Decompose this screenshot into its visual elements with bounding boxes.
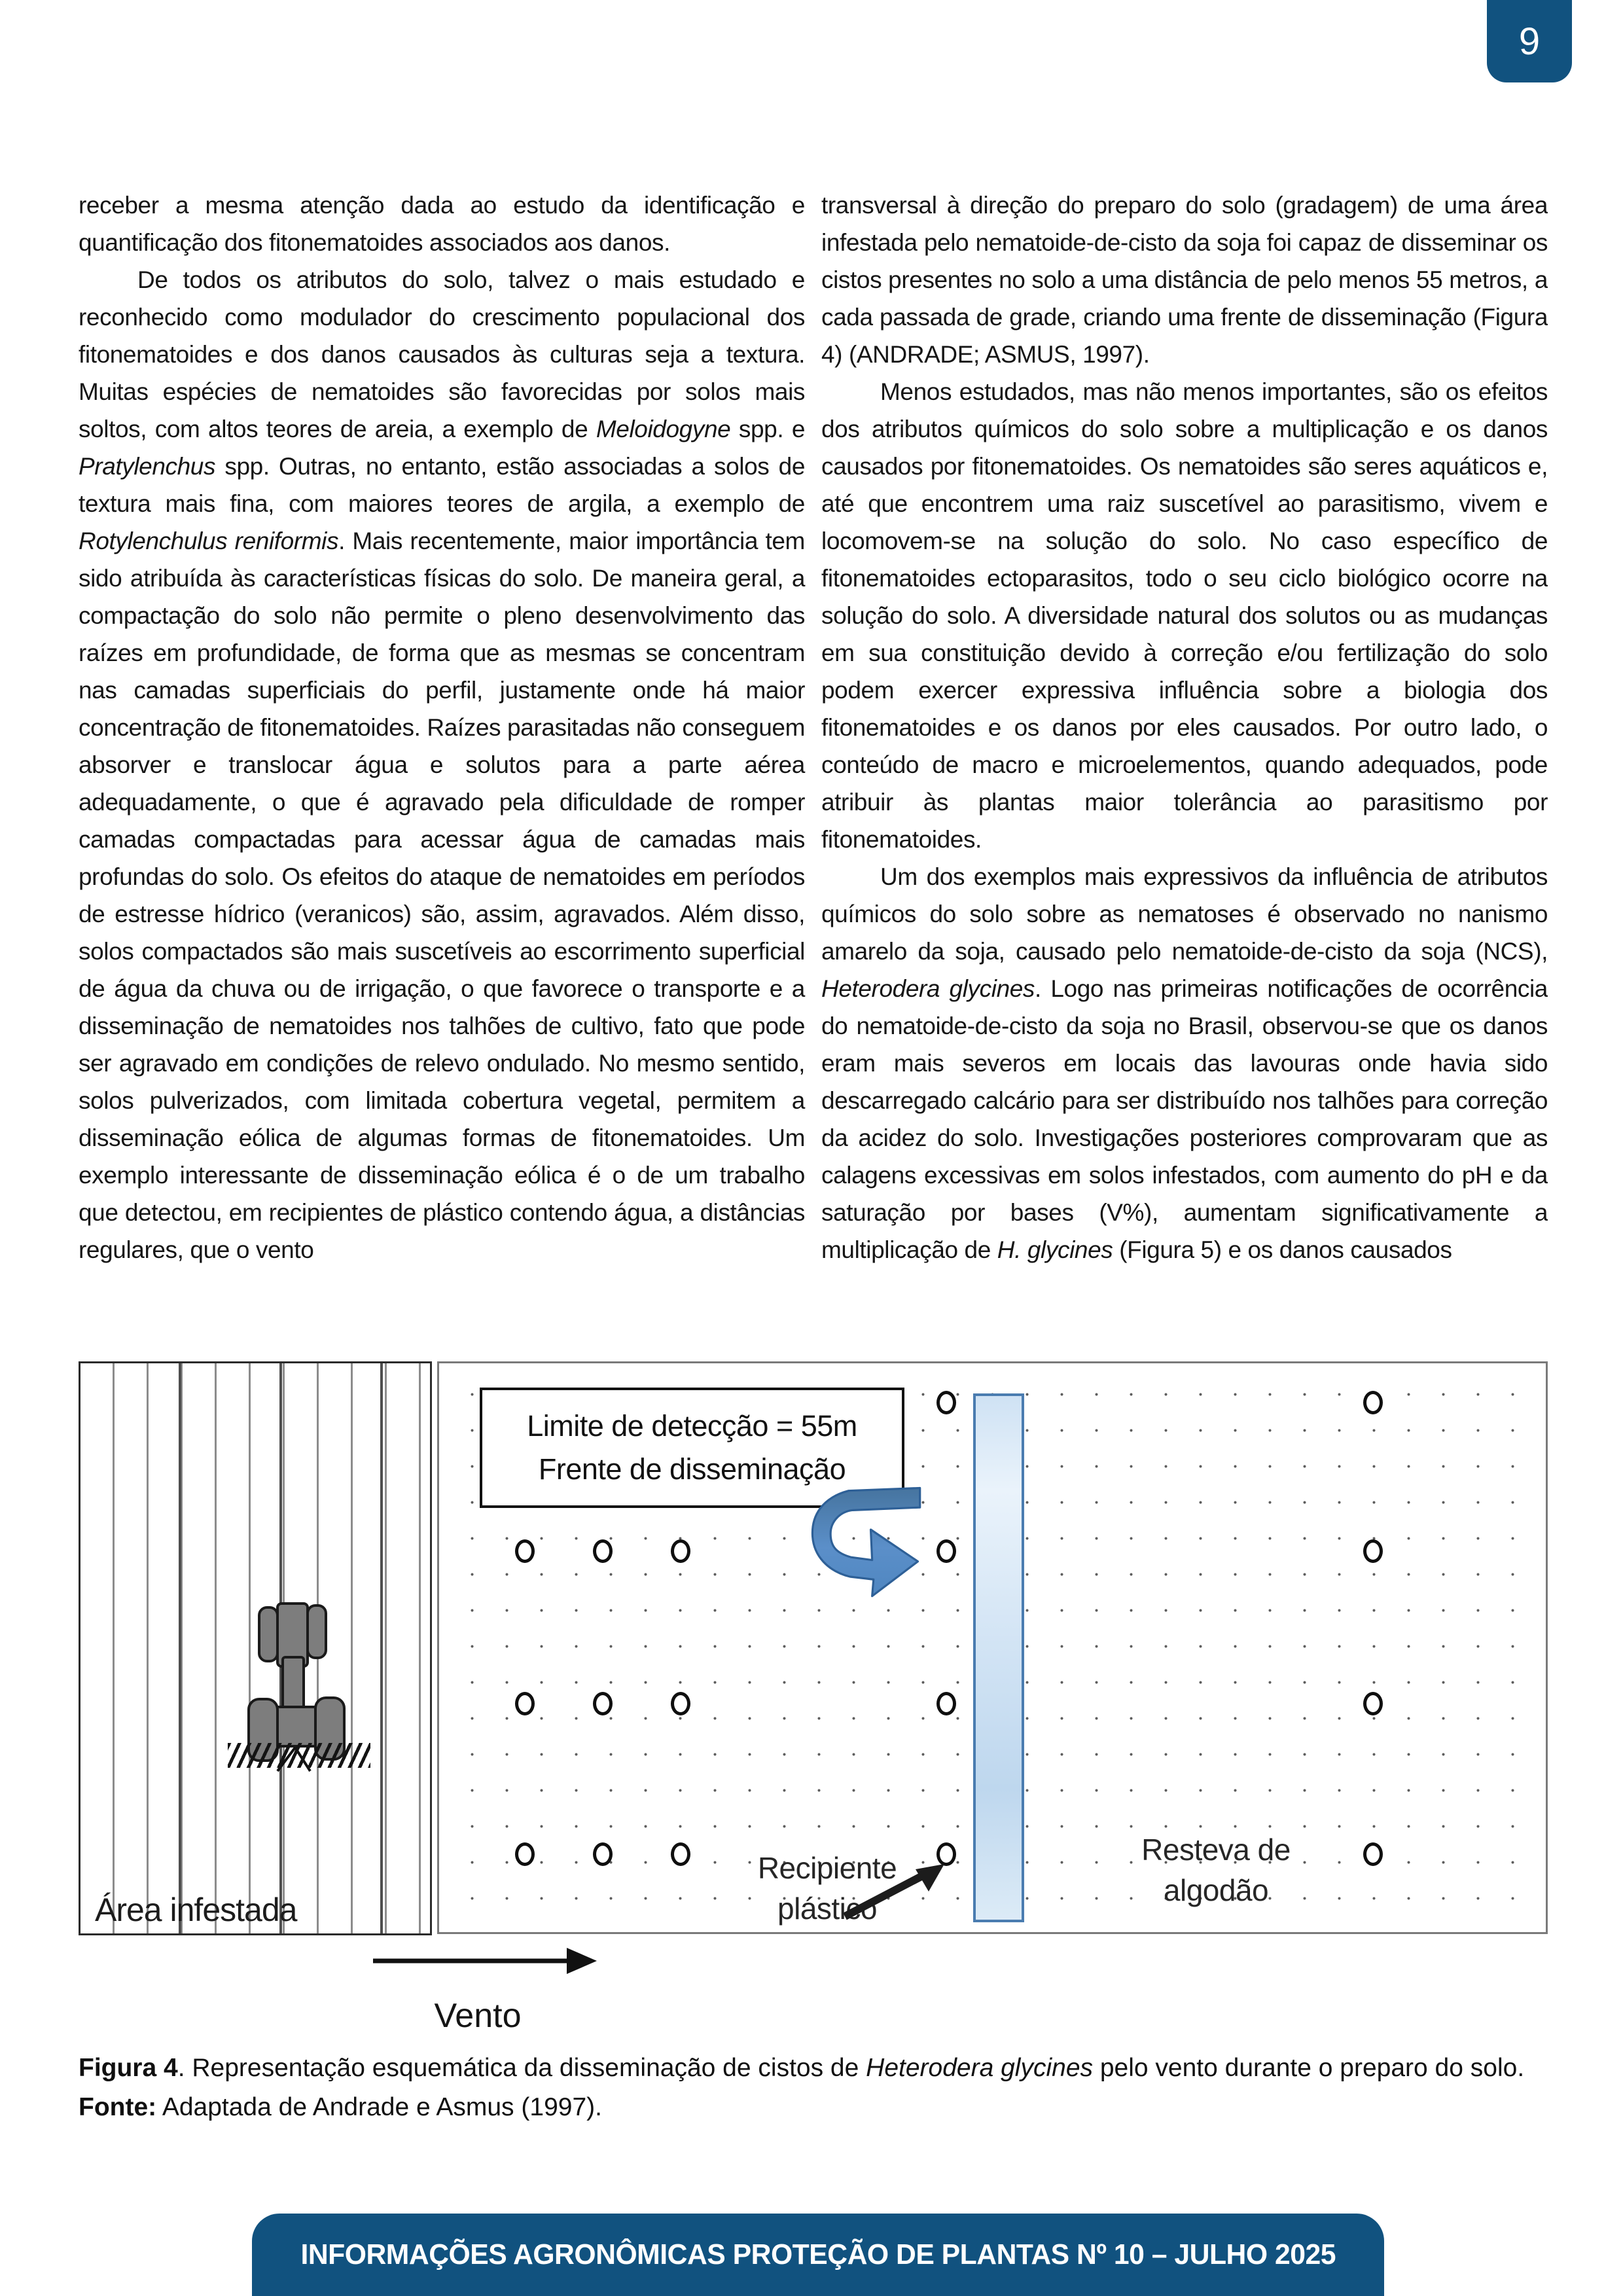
caption-line2 [79, 2088, 1548, 2127]
text-run: transversal à direção do preparo do solo (gradagem) de uma área infestada pelo nematoide-de-cisto da soja foi capaz de disseminar os cistos presentes no solo a uma distância de pelo menos 55 metros, a cada passada de grade, criando uma frente de disseminação (Figura 4) (ANDRADE; ASMUS, 1997). [821, 192, 1548, 368]
text-run: . Logo nas primeiras notificações de ocorrência do nematoide-de-cisto da soja no Brasil, observou-se que os danos eram mais severos em locais das lavouras onde havia sido descarregado calcário para ser distribuído nos talhões para correção da acidez do solo. Investigações posteriores comprovaram que as calagens excessivas em solos infestados, com aumento do pH e da saturação por bases (V%), aumentam significativamente a multiplicação de [821, 975, 1548, 1263]
infested-area-label: Área infestada [95, 1892, 297, 1928]
text-run: . Mais recentemente, maior importância tem sido atribuída às características físicas do solo. De maneira geral, a compactação do solo não permite o pleno desenvolvimento das raízes em profundidade, de forma que as mesmas se concentram nas camadas superficiais do perfil, justamente onde há maior concentração de fitonematoides. Raízes parasitadas não conseguem absorver e translocar água e solutos para a parte aérea adequadamente, o que é agravado pela dificuldade de romper camadas compactadas para acessar água de camadas mais profundas do solo. Os efeitos do ataque de nematoides em períodos de estresse hídrico (veranicos) são, assim, agravados. Além disso, solos compactados são mais suscetíveis ao escorrimento superficial de água da chuva ou de irrigação, o que favorece o transporte e a disseminação de nematoides nos talhões de cultivo, fato que pode ser agravado em condições de relevo ondulado. No mesmo sentido, solos pulverizados, com limitada cobertura vegetal, permitem a disseminação eólica de algumas formas de fitonematoides. Um exemplo interessante de disseminação eólica é o de um trabalho que detectou, em recipientes de plástico contendo água, a distâncias regulares, que o vento [79, 528, 805, 1263]
infested-area-panel [79, 1361, 432, 1935]
text-run: (Figura 5) e os danos causados [1113, 1236, 1452, 1263]
cyst-circle [593, 1692, 613, 1715]
text-run: De todos os atributos do solo, talvez o mais estudado e reconhecido como modulador do crescimento populacional dos fitonematoides e dos danos causados às culturas seja a textura. Muitas espécies de nematoides são favorecidas por solos mais soltos, com altos teores de areia, a exemplo de [79, 266, 805, 442]
wind-direction-arrow-icon [275, 1943, 615, 1979]
wind-label: Vento [434, 1997, 522, 2035]
text-run: spp. Outras, no entanto, estão associadas a solos de textura mais fina, com maiores teores de argila, a exemplo de [79, 453, 805, 517]
text-run: receber a mesma atenção dada ao estudo da identificação e quantificação dos fitonematoides associados aos danos. [79, 192, 805, 256]
text-run: Pratylenchus [79, 453, 216, 480]
paragraph [79, 261, 805, 1268]
text-run: Um dos exemplos mais expressivos da influência de atributos químicos do solo sobre as nematoses é observado no nanismo amarelo da soja, causado pelo nematoide-de-cisto da soja (NCS), [821, 863, 1548, 965]
text-column-right [821, 187, 1548, 1361]
cyst-circle [593, 1842, 613, 1866]
cyst-circle [936, 1391, 956, 1414]
text-run: Fonte: [79, 2093, 157, 2121]
cyst-circle [936, 1539, 956, 1563]
figure-caption [79, 2049, 1548, 2127]
curved-wind-arrow-icon [806, 1482, 923, 1600]
plastic-container-label: Recipiente plástico [757, 1851, 897, 1926]
cyst-circle [515, 1842, 535, 1866]
paragraph [821, 373, 1548, 858]
cyst-circle [1363, 1391, 1383, 1414]
body-text [79, 187, 1548, 1361]
cyst-circle [936, 1692, 956, 1715]
figure-4 [79, 1361, 1548, 1936]
cyst-circle [593, 1539, 613, 1563]
paragraph [821, 858, 1548, 1268]
text-run: H. glycines [997, 1236, 1113, 1263]
cyst-circle [515, 1539, 535, 1563]
caption-line1 [79, 2049, 1548, 2088]
page-number: 9 [1518, 20, 1541, 63]
text-run: Rotylenchulus reniformis [79, 528, 339, 554]
dissemination-front-bar [973, 1393, 1024, 1922]
paragraph [821, 187, 1548, 373]
text-run: Figura 4 [79, 2054, 178, 2082]
cyst-circle [1363, 1539, 1383, 1563]
text-run: . Representação esquemática da disseminação de cistos de [177, 2054, 866, 2082]
footer-banner [252, 2214, 1384, 2296]
detection-limit-line2: Frente de disseminação [538, 1452, 846, 1486]
paragraph [79, 187, 805, 261]
text-run: Heterodera glycines [821, 975, 1035, 1002]
cyst-circle [1363, 1692, 1383, 1715]
cyst-circle [515, 1692, 535, 1715]
detection-limit-line1: Limite de detecção = 55m [527, 1409, 857, 1443]
page-number-badge [1487, 0, 1572, 82]
cyst-circle [1363, 1842, 1383, 1866]
harrow-hatch-icon [228, 1743, 370, 1768]
footer-text: INFORMAÇÕES AGRONÔMICAS PROTEÇÃO DE PLANTAS Nº 10 – JULHO 2025 [300, 2238, 1336, 2270]
text-run: Heterodera glycines [866, 2054, 1094, 2082]
cyst-circle [671, 1692, 690, 1715]
cyst-circle [671, 1539, 690, 1563]
text-run: Menos estudados, mas não menos importantes, são os efeitos dos atributos químicos do solo sobre a multiplicação e os danos causados por fitonematoides. Os nematoides são seres aquáticos e, até que encontrem uma raiz suscetível ao parasitismo, vivem e locomovem-se na solução do solo. No caso específico de fitonematoides ectoparasitos, todo o seu ciclo biológico ocorre na solução do solo. A diversidade natural dos solutos ou as mudanças em sua constituição devido à correção e/ou fertilização do solo podem exercer expressiva influência sobre a biologia dos fitonematoides e os danos por eles causados. Por outro lado, o conteúdo de macro e microelementos, quando adequados, pode atribuir às plantas maior tolerância ao parasitismo por fitonematoides. [821, 378, 1548, 853]
cyst-circle [671, 1842, 690, 1866]
cotton-stubble-label: Resteva de algodão [1141, 1833, 1291, 1907]
stubble-field-panel [437, 1361, 1548, 1934]
text-run: pelo vento durante o preparo do solo. [1093, 2054, 1525, 2082]
pointer-arrow-icon [838, 1851, 956, 1923]
text-run: Meloidogyne [596, 416, 731, 442]
text-run: Adaptada de Andrade e Asmus (1997). [156, 2093, 602, 2121]
text-column-left [79, 187, 805, 1361]
text-run: spp. e [730, 416, 806, 442]
